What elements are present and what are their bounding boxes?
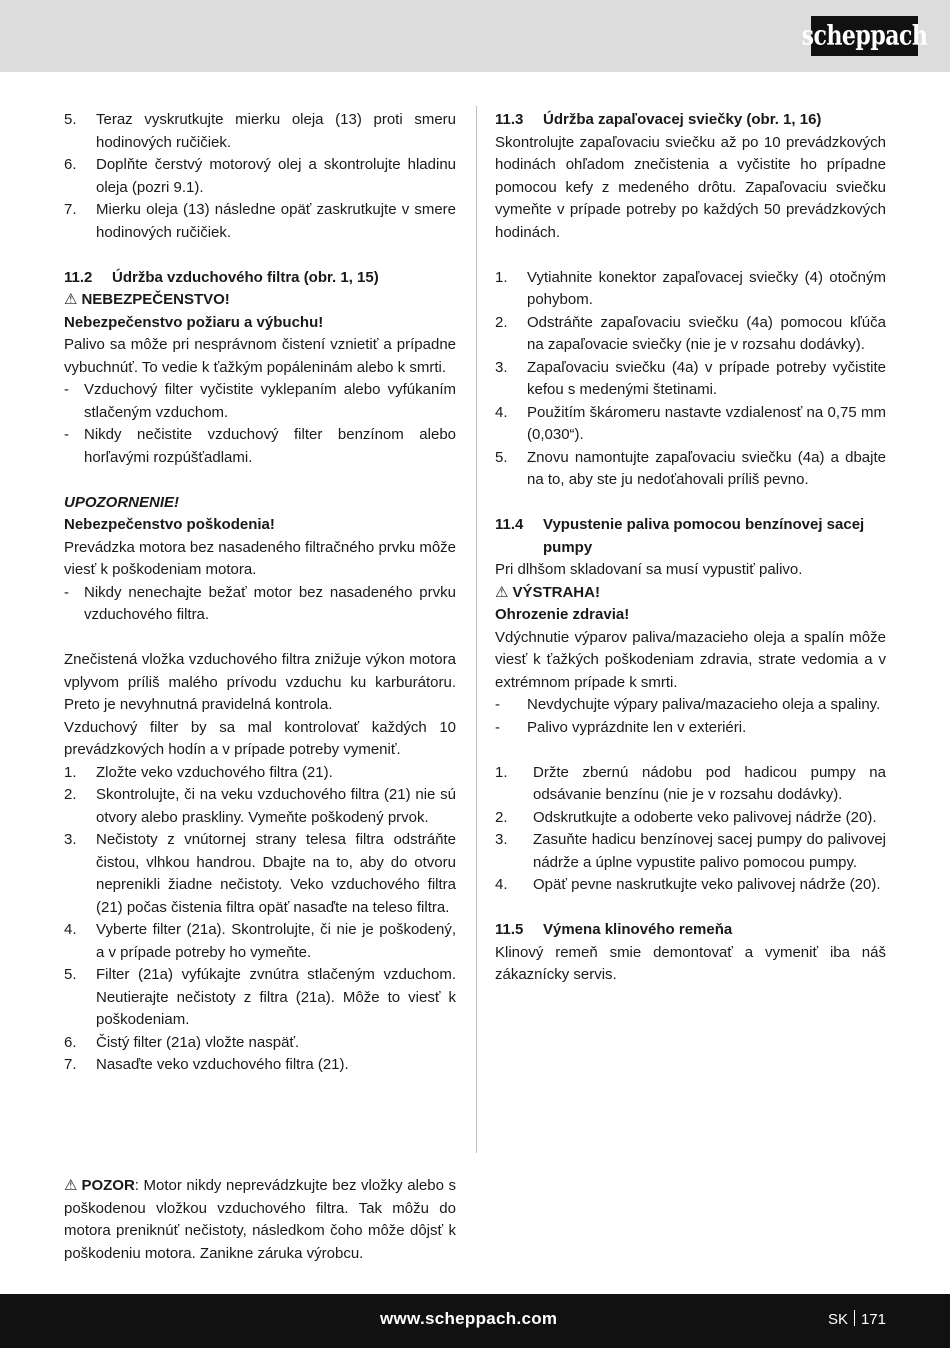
brand-logo-text: scheppach (801, 19, 928, 52)
list-text: Vyberte filter (21a). Skontrolujte, či nie je poškodený, a v prípade potreby ho vymeňte. (96, 921, 456, 961)
list-number: 2. (495, 808, 508, 826)
list-number: 5. (64, 966, 77, 983)
list-text: Zasuňte hadicu benzínovej sacej pumpy do palivovej nádrže a úplne vypustite palivo pomocou pumpy. (533, 831, 886, 871)
list-text: Odstráňte zapaľovaciu sviečku (4a) pomocou kľúča na zapaľovacie sviečky (nie je v rozsahu dodávky). (527, 313, 886, 353)
danger-label (64, 289, 456, 312)
list-item (64, 964, 456, 1032)
list-item (64, 1054, 456, 1077)
section-heading-11-4 (495, 514, 886, 559)
section-heading-11-5 (495, 919, 886, 942)
list-number: 7. (64, 1056, 77, 1073)
section-number: 11.3 (495, 111, 524, 128)
list-number: 4. (64, 921, 77, 938)
list-item (64, 784, 456, 829)
page-indicator (828, 1309, 886, 1332)
right-column (495, 109, 886, 987)
caution-title: Nebezpečenstvo poškodenia! (64, 516, 275, 533)
list-number: 1. (495, 763, 508, 781)
warning-triangle-icon: ⚠ (495, 583, 509, 601)
section-heading-11-2 (64, 267, 456, 290)
paragraph: Skontrolujte zapaľovaciu sviečku až po 10 prevádzkových hodinách ohľadom znečistenia a vyčistite ho prípadne pomocou kefy z medeného drôtu. Zapaľovaciu sviečku vymeňte v prípade potreby po každých 50 prevádzkových hodinách. (495, 133, 886, 241)
list-number: 7. (64, 201, 77, 218)
section-heading-11-3 (495, 109, 886, 132)
caution-text: Prevádzka motora bez nasadeného filtračného prvku môže viesť k poškodeniam motora. (64, 538, 456, 578)
language-code: SK (827, 1311, 848, 1328)
list-item (495, 447, 886, 492)
list-item (64, 109, 456, 154)
list-number: 6. (64, 1033, 77, 1051)
section-title: Výmena klinového remeňa (543, 921, 733, 938)
list-text: Čistý filter (21a) vložte naspäť. (96, 1033, 300, 1051)
dash-item: - Nikdy nenechajte bežať motor bez nasadeného prvku vzduchového filtra. (64, 582, 456, 627)
list-text: Opäť pevne naskrutkujte veko palivovej nádrže (20). (533, 876, 881, 893)
warning-triangle-icon: ⚠ (64, 291, 78, 308)
list-item (495, 874, 886, 897)
list-number: 2. (64, 786, 77, 803)
list-item (64, 1032, 456, 1055)
list-item (64, 154, 456, 199)
paragraph: Vzduchový filter by sa mal kontrolovať každých 10 prevádzkových hodín a v prípade potreby vymeniť. (64, 718, 456, 758)
dash-item: - Nikdy nečistite vzduchový filter benzínom alebo horľavými rozpúšťadlami. (64, 424, 456, 469)
note-label: POZOR (81, 1177, 135, 1194)
section-number: 11.2 (64, 268, 93, 286)
list-text: Odskrutkujte a odoberte veko palivovej nádrže (20). (533, 808, 877, 826)
left-column (64, 109, 456, 1077)
dash-text: Nikdy nenechajte bežať motor bez nasadeného prvku vzduchového filtra. (84, 583, 456, 623)
note-text: : Motor nikdy neprevádzkujte bez vložky alebo s poškodenou vložkou vzduchového filtra. Tak môžu do motora preniknúť nečistoty, následkom čoho môže dôjsť k poškodeniu motora. Zanikne záruka výrobcu. (64, 1177, 456, 1262)
paragraph: Pri dlhšom skladovaní sa musí vypustiť palivo. (495, 561, 803, 578)
warning-text: Vdýchnutie výparov paliva/mazacieho oleja a spalín môže viesť k ťažkých poškodeniam zdravia, strate vedomia a v extrémnom prípade k smrti. (495, 628, 886, 691)
list-text: Filter (21a) vyfúkajte zvnútra stlačeným vzduchom. Neutierajte nečistoty z filtra (21a). Môže to viesť k poškodeniam. (96, 966, 456, 1028)
warning-label (495, 582, 886, 605)
brand-logo (801, 16, 928, 56)
list-number: 4. (495, 876, 508, 893)
warning-title: Ohrozenie zdravia! (495, 606, 630, 623)
list-number: 3. (495, 358, 508, 376)
section-title: Vypustenie paliva pomocou benzínovej sacej pumpy (543, 516, 865, 556)
list-item (495, 267, 886, 312)
list-number: 5. (64, 111, 77, 128)
danger-title: Nebezpečenstvo požiaru a výbuchu! (64, 313, 324, 331)
list-text: Znovu namontujte zapaľovaciu sviečku (4a) a dbajte na to, aby ste ju nedoťahovali príliš pevno. (527, 448, 886, 488)
list-number: 1. (495, 268, 508, 286)
list-item (495, 762, 886, 807)
list-text: Použitím škáromeru nastavte vzdialenosť na 0,75 mm (0,030“). (527, 403, 886, 443)
danger-label-text: NEBEZPEČENSTVO! (81, 291, 230, 308)
list-text: Doplňte čerstvý motorový olej a skontrolujte hladinu oleja (pozri 9.1). (96, 156, 456, 196)
paragraph: Znečistená vložka vzduchového filtra znižuje výkon motora vplyvom príliš malého prívodu vzduchu ku karburátoru. Preto je nevyhnutná pravidelná kontrola. (64, 651, 456, 713)
dash-item: - Vzduchový filter vyčistite vyklepaním alebo vyfúkaním stlačeným vzduchom. (64, 379, 456, 424)
list-item (495, 357, 886, 402)
dash-text: Nevdychujte výpary paliva/mazacieho oleja a spaliny. (527, 696, 881, 713)
page-number: 171 (860, 1311, 886, 1328)
list-item (495, 402, 886, 447)
warning-triangle-icon: ⚠ (64, 1177, 78, 1194)
list-text: Mierku oleja (13) následne opäť zaskrutkujte v smere hodinových ručičiek. (96, 201, 456, 241)
caution-label: UPOZORNENIE! (64, 493, 180, 511)
list-number: 3. (495, 831, 508, 848)
list-number: 3. (64, 831, 77, 848)
list-text: Skontrolujte, či na veku vzduchového filtra (21) nie sú otvory alebo praskliny. Vymeňte poškodený prvok. (96, 786, 456, 826)
list-item (64, 919, 456, 964)
list-number: 6. (64, 156, 77, 173)
list-item (64, 829, 456, 919)
dash-item: - Palivo vyprázdnite len v exteriéri. (495, 717, 886, 740)
list-text: Nečistoty z vnútornej strany telesa filtra odstráňte čistou, vlhkou handrou. Dbajte na to, aby do otvoru neprenikli žiadne nečistoty. Veko vzduchového filtra (21) počas čistenia filtra opäť nasaďte na teleso filtra. (96, 831, 456, 916)
list-item (64, 762, 456, 785)
dash-text: Nikdy nečistite vzduchový filter benzínom alebo horľavými rozpúšťadlami. (84, 426, 456, 466)
list-number: 5. (495, 448, 508, 466)
list-item (495, 807, 886, 830)
list-item (495, 829, 886, 874)
warning-label-text: VÝSTRAHA! (512, 583, 600, 601)
website-link[interactable]: www.scheppach.com (380, 1309, 558, 1328)
footer-bar (0, 1294, 950, 1348)
section-number: 11.5 (495, 921, 524, 938)
list-item (495, 312, 886, 357)
dash-text: Palivo vyprázdnite len v exteriéri. (527, 718, 747, 736)
column-divider (476, 106, 477, 1153)
list-number: 2. (495, 313, 508, 331)
section-number: 11.4 (495, 516, 524, 533)
list-number: 1. (64, 763, 77, 781)
section-title: Údržba vzduchového filtra (obr. 1, 15) (112, 268, 379, 286)
caution-note (64, 1175, 456, 1265)
list-item (64, 199, 456, 244)
dash-text: Vzduchový filter vyčistite vyklepaním alebo vyfúkaním stlačeným vzduchom. (84, 381, 456, 421)
list-text: Zapaľovaciu sviečku (4a) v prípade potreby vyčistite kefou s medenými štetinami. (527, 358, 886, 398)
dash-item: - Nevdychujte výpary paliva/mazacieho oleja a spaliny. (495, 694, 886, 717)
list-number: 4. (495, 403, 508, 421)
section-title: Údržba zapaľovacej sviečky (obr. 1, 16) (543, 111, 822, 128)
list-text: Teraz vyskrutkujte mierku oleja (13) proti smeru hodinových ručičiek. (96, 111, 456, 151)
list-text: Vytiahnite konektor zapaľovacej sviečky (4) otočným pohybom. (527, 268, 886, 308)
list-text: Držte zbernú nádobu pod hadicou pumpy na odsávanie benzínu (nie je v rozsahu dodávky). (533, 763, 886, 803)
paragraph: Klinový remeň smie demontovať a vymeniť iba náš zákaznícky servis. (495, 943, 886, 983)
danger-text: Palivo sa môže pri nesprávnom čistení vznietiť a prípadne vybuchnúť. To vedie k ťažkým popáleninám alebo k smrti. (64, 336, 456, 376)
list-text: Nasaďte veko vzduchového filtra (21). (96, 1056, 349, 1073)
list-text: Zložte veko vzduchového filtra (21). (96, 763, 333, 781)
